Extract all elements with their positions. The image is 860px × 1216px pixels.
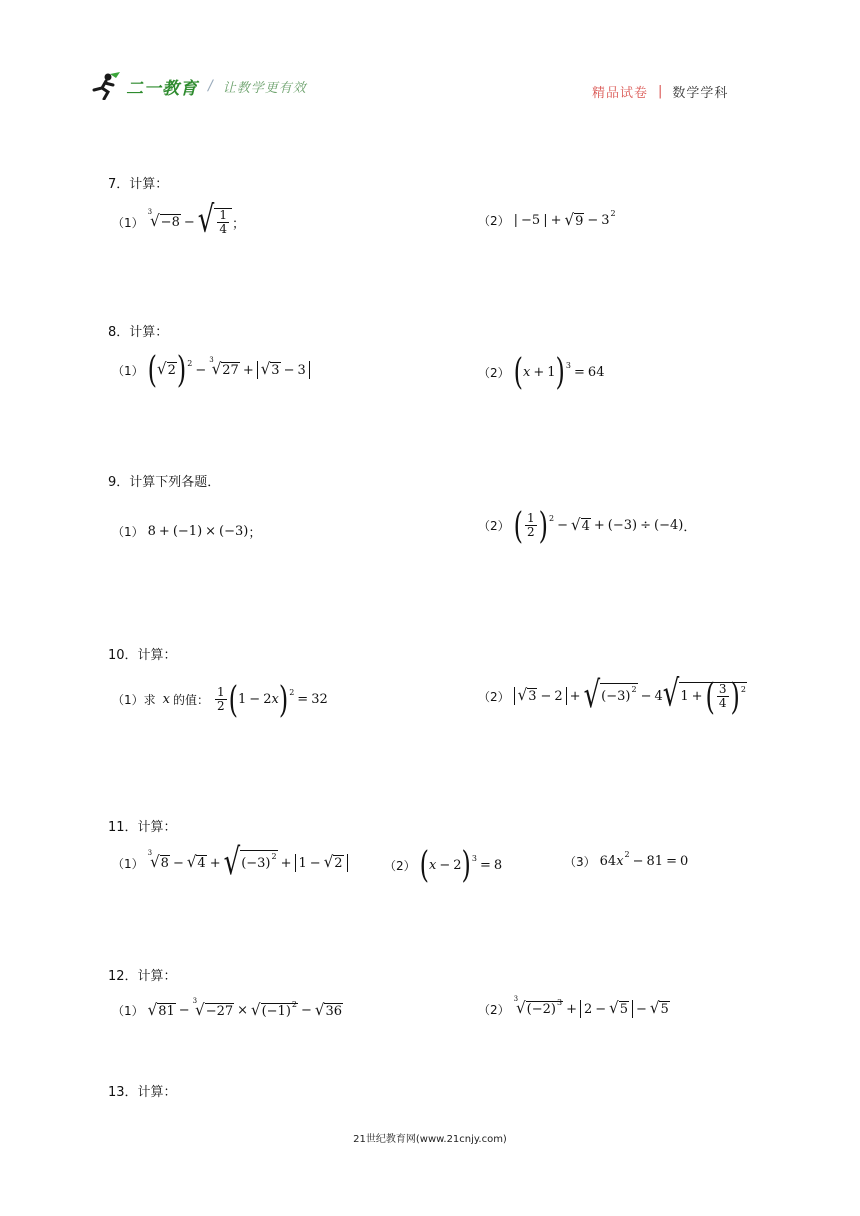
logo-slogan: 让教学更有效 (222, 80, 307, 96)
math-expression: | −5 | + √ 9 − 3 2 (513, 209, 616, 229)
header-divider: | (658, 84, 663, 99)
question-11-part-3 (564, 850, 689, 870)
math-expression: √ 3 − 2 + √ (−3) 2 − 4 √ 1 + ( $\frac{3}{4}$ ) 2 (514, 682, 747, 710)
part-label: （1） (112, 363, 144, 378)
question-12-title: 12．计算： (108, 969, 177, 984)
logo-brand: 二一教育 (126, 78, 198, 99)
math-expression: 3 √ (−2) 3 + 2 − √ 5 − √ 5 (513, 995, 669, 1018)
math-expression: ( √ 2 ) 2 − 3 √ 27 + √ 3 − 3 (148, 358, 310, 382)
page-footer: 21世纪教育网(www.21cnjy.com) (353, 1134, 507, 1145)
question-11-part-1 (112, 842, 348, 884)
question-7-title: 7．计算： (108, 177, 169, 192)
math-expression: ( $\frac{1}{2}$ ) 2 − √ 4 + (−3) ÷ (−4) ． (513, 504, 697, 547)
question-13-title: 13．计算： (108, 1085, 177, 1100)
math-expression: 3 √ −8 − √ $\frac{1}{4}$ ； (147, 199, 245, 242)
runner-logo-icon (88, 72, 122, 100)
part-label: （2） (478, 214, 510, 228)
question-9-title: 9．计算下列各题． (108, 475, 221, 490)
question-12-part-1 (112, 996, 343, 1019)
part-label: （2） (384, 858, 416, 873)
part-label: （2） (478, 689, 510, 704)
question-8-part-1 (112, 349, 310, 391)
math-expression: 8 + (−1) × (−3) ； (147, 524, 262, 541)
math-expression: √ 81 − 3 √ −27 × √ (−1) 2 − √ 36 (147, 996, 343, 1019)
page-header (0, 0, 860, 120)
part-label: （3） (564, 855, 596, 869)
logo-separator: / (208, 78, 213, 94)
header-right (592, 82, 728, 101)
math-expression: 3 √ 8 − √ 4 + √ (−3) 2 + 1 − √ 2 (148, 850, 348, 876)
question-11-part-2 (384, 844, 503, 886)
math-expression: ( x + 1 ) 3 = 64 (513, 351, 605, 393)
math-expression: ( x − 2 ) 3 = 8 (419, 844, 503, 886)
question-8-part-2 (478, 351, 605, 393)
part-label: （2） (478, 1002, 510, 1017)
math-expression: $\frac{1}{2}$ ( 1 − 2 x ) 2 = 32 (217, 678, 328, 721)
part-label: （2） (478, 365, 510, 380)
part-label: （1） (112, 525, 144, 539)
part-label: （1）求 (112, 693, 156, 708)
question-7-part-2 (478, 209, 616, 229)
question-9-part-1 (112, 522, 261, 541)
logo (88, 72, 307, 100)
question-11-title: 11．计算： (108, 820, 177, 835)
header-tag: 精品试卷 (592, 86, 649, 101)
math-expression: 64 x 2 − 81 = 0 (599, 850, 689, 869)
part-label: （1） (112, 856, 144, 871)
math-expression: x (162, 692, 170, 708)
question-9-part-2 (478, 504, 697, 547)
part-label: （1） (112, 215, 144, 230)
part-text: 的值： (172, 693, 209, 708)
question-10-part-2 (478, 673, 747, 718)
part-label: （2） (478, 519, 510, 534)
part-label: （1） (112, 1004, 144, 1018)
header-subject: 数学学科 (672, 86, 729, 101)
question-8-title: 8．计算： (108, 325, 169, 340)
question-10-part-1 (112, 678, 328, 721)
question-12-part-2 (478, 995, 670, 1018)
question-10-title: 10．计算： (108, 648, 177, 663)
question-7-part-1 (112, 199, 245, 242)
